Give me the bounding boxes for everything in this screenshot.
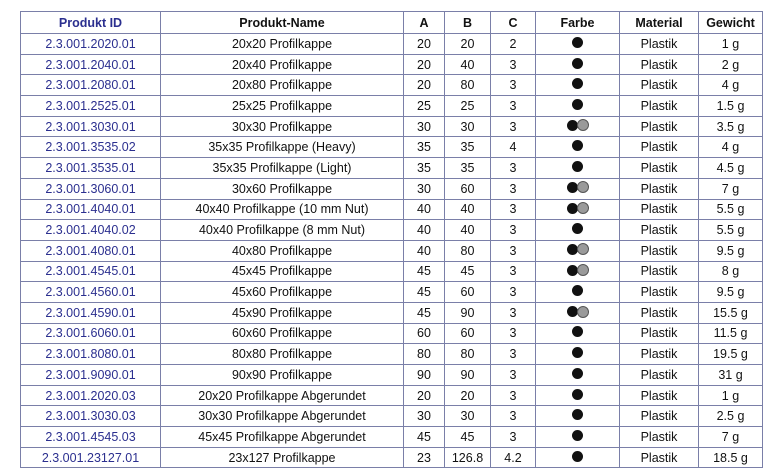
table-row (21, 116, 763, 137)
color-swatches (572, 409, 583, 420)
cell-farbe (536, 406, 620, 427)
cell-gewicht: 19.5 g (699, 344, 763, 365)
cell-farbe (536, 75, 620, 96)
cell-produkt-id: 2.3.001.4040.02 (21, 220, 161, 241)
color-swatches (572, 99, 583, 110)
cell-c: 3 (491, 116, 536, 137)
cell-produkt-name: 90x90 Profilkappe (161, 365, 404, 386)
cell-a: 45 (404, 302, 445, 323)
cell-produkt-id: 2.3.001.3535.01 (21, 158, 161, 179)
cell-gewicht: 5.5 g (699, 220, 763, 241)
cell-produkt-name: 80x80 Profilkappe (161, 344, 404, 365)
table-row (21, 406, 763, 427)
header-produkt-id: Produkt ID (21, 12, 161, 34)
cell-material: Plastik (620, 116, 699, 137)
cell-c: 4 (491, 137, 536, 158)
cell-c: 3 (491, 158, 536, 179)
cell-b: 90 (445, 302, 491, 323)
cell-b: 60 (445, 282, 491, 303)
cell-produkt-id: 2.3.001.2040.01 (21, 54, 161, 75)
cell-farbe (536, 220, 620, 241)
cell-farbe (536, 344, 620, 365)
color-swatches (572, 368, 583, 379)
cell-b: 45 (445, 427, 491, 448)
cell-a: 40 (404, 240, 445, 261)
cell-c: 3 (491, 344, 536, 365)
cell-produkt-name: 23x127 Profilkappe (161, 447, 404, 468)
cell-material: Plastik (620, 344, 699, 365)
cell-b: 80 (445, 240, 491, 261)
table-row (21, 96, 763, 117)
cell-b: 20 (445, 34, 491, 55)
cell-produkt-name: 45x45 Profilkappe Abgerundet (161, 427, 404, 448)
cell-gewicht: 7 g (699, 427, 763, 448)
black-color-dot-icon (572, 285, 583, 296)
color-swatches (572, 223, 583, 234)
cell-produkt-id: 2.3.001.4545.03 (21, 427, 161, 448)
cell-a: 20 (404, 385, 445, 406)
cell-material: Plastik (620, 323, 699, 344)
cell-farbe (536, 447, 620, 468)
cell-produkt-id: 2.3.001.4590.01 (21, 302, 161, 323)
cell-c: 3 (491, 178, 536, 199)
cell-gewicht: 2 g (699, 54, 763, 75)
cell-produkt-name: 60x60 Profilkappe (161, 323, 404, 344)
color-swatches (572, 58, 583, 69)
cell-produkt-id: 2.3.001.2020.03 (21, 385, 161, 406)
table-row (21, 75, 763, 96)
cell-farbe (536, 178, 620, 199)
header-a: A (404, 12, 445, 34)
header-b: B (445, 12, 491, 34)
color-swatches (572, 161, 583, 172)
color-swatches (572, 140, 583, 151)
cell-c: 3 (491, 302, 536, 323)
cell-farbe (536, 323, 620, 344)
cell-b: 45 (445, 261, 491, 282)
cell-b: 126.8 (445, 447, 491, 468)
cell-farbe (536, 34, 620, 55)
cell-farbe (536, 427, 620, 448)
table-row (21, 240, 763, 261)
black-color-dot-icon (572, 78, 583, 89)
cell-a: 20 (404, 34, 445, 55)
cell-material: Plastik (620, 220, 699, 241)
cell-produkt-name: 30x30 Profilkappe (161, 116, 404, 137)
cell-farbe (536, 158, 620, 179)
cell-material: Plastik (620, 385, 699, 406)
cell-b: 25 (445, 96, 491, 117)
cell-c: 3 (491, 406, 536, 427)
black-color-dot-icon (567, 203, 578, 214)
cell-gewicht: 31 g (699, 365, 763, 386)
table-row (21, 302, 763, 323)
cell-material: Plastik (620, 302, 699, 323)
cell-produkt-id: 2.3.001.4560.01 (21, 282, 161, 303)
cell-material: Plastik (620, 447, 699, 468)
color-swatches (572, 285, 583, 296)
grey-color-dot-icon (577, 264, 589, 276)
cell-farbe (536, 365, 620, 386)
cell-b: 90 (445, 365, 491, 386)
header-produkt-name: Produkt-Name (161, 12, 404, 34)
cell-c: 3 (491, 261, 536, 282)
cell-b: 80 (445, 344, 491, 365)
table-row (21, 344, 763, 365)
table-body (21, 34, 763, 468)
table-row (21, 34, 763, 55)
cell-gewicht: 2.5 g (699, 406, 763, 427)
cell-a: 30 (404, 406, 445, 427)
cell-b: 35 (445, 158, 491, 179)
table-row (21, 261, 763, 282)
cell-gewicht: 4 g (699, 75, 763, 96)
black-color-dot-icon (572, 430, 583, 441)
cell-b: 60 (445, 323, 491, 344)
cell-gewicht: 9.5 g (699, 240, 763, 261)
cell-farbe (536, 240, 620, 261)
cell-b: 30 (445, 406, 491, 427)
cell-farbe (536, 385, 620, 406)
cell-produkt-name: 40x40 Profilkappe (10 mm Nut) (161, 199, 404, 220)
table-row (21, 178, 763, 199)
table-row (21, 447, 763, 468)
black-color-dot-icon (567, 306, 578, 317)
header-c: C (491, 12, 536, 34)
black-color-dot-icon (572, 326, 583, 337)
cell-gewicht: 5.5 g (699, 199, 763, 220)
header-gewicht: Gewicht (699, 12, 763, 34)
cell-produkt-name: 40x40 Profilkappe (8 mm Nut) (161, 220, 404, 241)
cell-produkt-id: 2.3.001.9090.01 (21, 365, 161, 386)
cell-b: 40 (445, 220, 491, 241)
cell-material: Plastik (620, 75, 699, 96)
cell-farbe (536, 199, 620, 220)
cell-c: 3 (491, 54, 536, 75)
cell-farbe (536, 261, 620, 282)
cell-gewicht: 15.5 g (699, 302, 763, 323)
cell-produkt-name: 20x40 Profilkappe (161, 54, 404, 75)
color-swatches (567, 264, 589, 276)
cell-a: 90 (404, 365, 445, 386)
cell-gewicht: 4.5 g (699, 158, 763, 179)
header-material: Material (620, 12, 699, 34)
cell-produkt-id: 2.3.001.4080.01 (21, 240, 161, 261)
cell-gewicht: 1.5 g (699, 96, 763, 117)
cell-material: Plastik (620, 158, 699, 179)
cell-produkt-name: 45x60 Profilkappe (161, 282, 404, 303)
cell-b: 60 (445, 178, 491, 199)
cell-c: 3 (491, 365, 536, 386)
color-swatches (567, 181, 589, 193)
cell-produkt-name: 45x45 Profilkappe (161, 261, 404, 282)
cell-c: 3 (491, 220, 536, 241)
color-swatches (572, 78, 583, 89)
cell-produkt-id: 2.3.001.23127.01 (21, 447, 161, 468)
cell-farbe (536, 137, 620, 158)
cell-produkt-name: 45x90 Profilkappe (161, 302, 404, 323)
cell-b: 40 (445, 54, 491, 75)
cell-c: 3 (491, 199, 536, 220)
cell-c: 3 (491, 385, 536, 406)
color-swatches (567, 119, 589, 131)
cell-produkt-id: 2.3.001.3030.03 (21, 406, 161, 427)
cell-b: 20 (445, 385, 491, 406)
cell-gewicht: 11.5 g (699, 323, 763, 344)
cell-c: 3 (491, 96, 536, 117)
cell-material: Plastik (620, 406, 699, 427)
black-color-dot-icon (567, 265, 578, 276)
cell-a: 45 (404, 282, 445, 303)
cell-a: 23 (404, 447, 445, 468)
table-row (21, 323, 763, 344)
cell-produkt-name: 30x30 Profilkappe Abgerundet (161, 406, 404, 427)
cell-a: 45 (404, 261, 445, 282)
cell-c: 3 (491, 282, 536, 303)
cell-farbe (536, 116, 620, 137)
color-swatches (567, 306, 589, 318)
cell-produkt-id: 2.3.001.3060.01 (21, 178, 161, 199)
color-swatches (572, 430, 583, 441)
black-color-dot-icon (572, 389, 583, 400)
cell-material: Plastik (620, 261, 699, 282)
cell-a: 40 (404, 220, 445, 241)
cell-a: 35 (404, 137, 445, 158)
cell-a: 35 (404, 158, 445, 179)
cell-gewicht: 7 g (699, 178, 763, 199)
black-color-dot-icon (572, 161, 583, 172)
table-row (21, 385, 763, 406)
cell-produkt-name: 20x20 Profilkappe Abgerundet (161, 385, 404, 406)
table-row (21, 54, 763, 75)
cell-a: 80 (404, 344, 445, 365)
cell-produkt-id: 2.3.001.2525.01 (21, 96, 161, 117)
grey-color-dot-icon (577, 202, 589, 214)
cell-material: Plastik (620, 365, 699, 386)
cell-produkt-id: 2.3.001.2080.01 (21, 75, 161, 96)
cell-produkt-name: 20x80 Profilkappe (161, 75, 404, 96)
table-row (21, 365, 763, 386)
table-row (21, 427, 763, 448)
color-swatches (572, 347, 583, 358)
grey-color-dot-icon (577, 181, 589, 193)
cell-c: 3 (491, 323, 536, 344)
color-swatches (572, 389, 583, 400)
cell-material: Plastik (620, 137, 699, 158)
cell-produkt-id: 2.3.001.3535.02 (21, 137, 161, 158)
table-header-row (21, 12, 763, 34)
cell-produkt-id: 2.3.001.6060.01 (21, 323, 161, 344)
cell-a: 30 (404, 178, 445, 199)
table-row (21, 220, 763, 241)
cell-a: 40 (404, 199, 445, 220)
cell-material: Plastik (620, 96, 699, 117)
cell-farbe (536, 302, 620, 323)
cell-farbe (536, 54, 620, 75)
table-row (21, 137, 763, 158)
cell-material: Plastik (620, 54, 699, 75)
cell-gewicht: 9.5 g (699, 282, 763, 303)
cell-produkt-id: 2.3.001.4545.01 (21, 261, 161, 282)
grey-color-dot-icon (577, 243, 589, 255)
cell-gewicht: 3.5 g (699, 116, 763, 137)
cell-produkt-id: 2.3.001.8080.01 (21, 344, 161, 365)
cell-a: 30 (404, 116, 445, 137)
black-color-dot-icon (572, 99, 583, 110)
color-swatches (572, 326, 583, 337)
cell-farbe (536, 96, 620, 117)
cell-material: Plastik (620, 427, 699, 448)
black-color-dot-icon (572, 347, 583, 358)
cell-produkt-name: 35x35 Profilkappe (Light) (161, 158, 404, 179)
cell-b: 30 (445, 116, 491, 137)
cell-produkt-name: 25x25 Profilkappe (161, 96, 404, 117)
cell-produkt-name: 30x60 Profilkappe (161, 178, 404, 199)
color-swatches (567, 243, 589, 255)
cell-produkt-id: 2.3.001.4040.01 (21, 199, 161, 220)
cell-produkt-id: 2.3.001.3030.01 (21, 116, 161, 137)
color-swatches (572, 37, 583, 48)
black-color-dot-icon (572, 140, 583, 151)
cell-a: 45 (404, 427, 445, 448)
cell-produkt-id: 2.3.001.2020.01 (21, 34, 161, 55)
cell-gewicht: 18.5 g (699, 447, 763, 468)
table-row (21, 158, 763, 179)
table-row (21, 282, 763, 303)
header-farbe: Farbe (536, 12, 620, 34)
black-color-dot-icon (567, 182, 578, 193)
cell-a: 20 (404, 54, 445, 75)
cell-c: 4.2 (491, 447, 536, 468)
table-row (21, 199, 763, 220)
black-color-dot-icon (572, 451, 583, 462)
cell-material: Plastik (620, 282, 699, 303)
color-swatches (572, 451, 583, 462)
black-color-dot-icon (567, 244, 578, 255)
cell-produkt-name: 20x20 Profilkappe (161, 34, 404, 55)
cell-gewicht: 1 g (699, 34, 763, 55)
cell-c: 3 (491, 240, 536, 261)
color-swatches (567, 202, 589, 214)
cell-c: 2 (491, 34, 536, 55)
cell-material: Plastik (620, 199, 699, 220)
cell-gewicht: 8 g (699, 261, 763, 282)
cell-gewicht: 4 g (699, 137, 763, 158)
grey-color-dot-icon (577, 306, 589, 318)
cell-a: 20 (404, 75, 445, 96)
cell-b: 40 (445, 199, 491, 220)
black-color-dot-icon (572, 223, 583, 234)
cell-material: Plastik (620, 240, 699, 261)
black-color-dot-icon (572, 37, 583, 48)
black-color-dot-icon (572, 368, 583, 379)
cell-a: 25 (404, 96, 445, 117)
cell-material: Plastik (620, 178, 699, 199)
black-color-dot-icon (572, 409, 583, 420)
black-color-dot-icon (572, 58, 583, 69)
cell-farbe (536, 282, 620, 303)
cell-material: Plastik (620, 34, 699, 55)
cell-c: 3 (491, 75, 536, 96)
grey-color-dot-icon (577, 119, 589, 131)
cell-produkt-name: 35x35 Profilkappe (Heavy) (161, 137, 404, 158)
cell-b: 80 (445, 75, 491, 96)
cell-produkt-name: 40x80 Profilkappe (161, 240, 404, 261)
cell-gewicht: 1 g (699, 385, 763, 406)
product-table (20, 11, 763, 468)
cell-b: 35 (445, 137, 491, 158)
cell-c: 3 (491, 427, 536, 448)
black-color-dot-icon (567, 120, 578, 131)
cell-a: 60 (404, 323, 445, 344)
